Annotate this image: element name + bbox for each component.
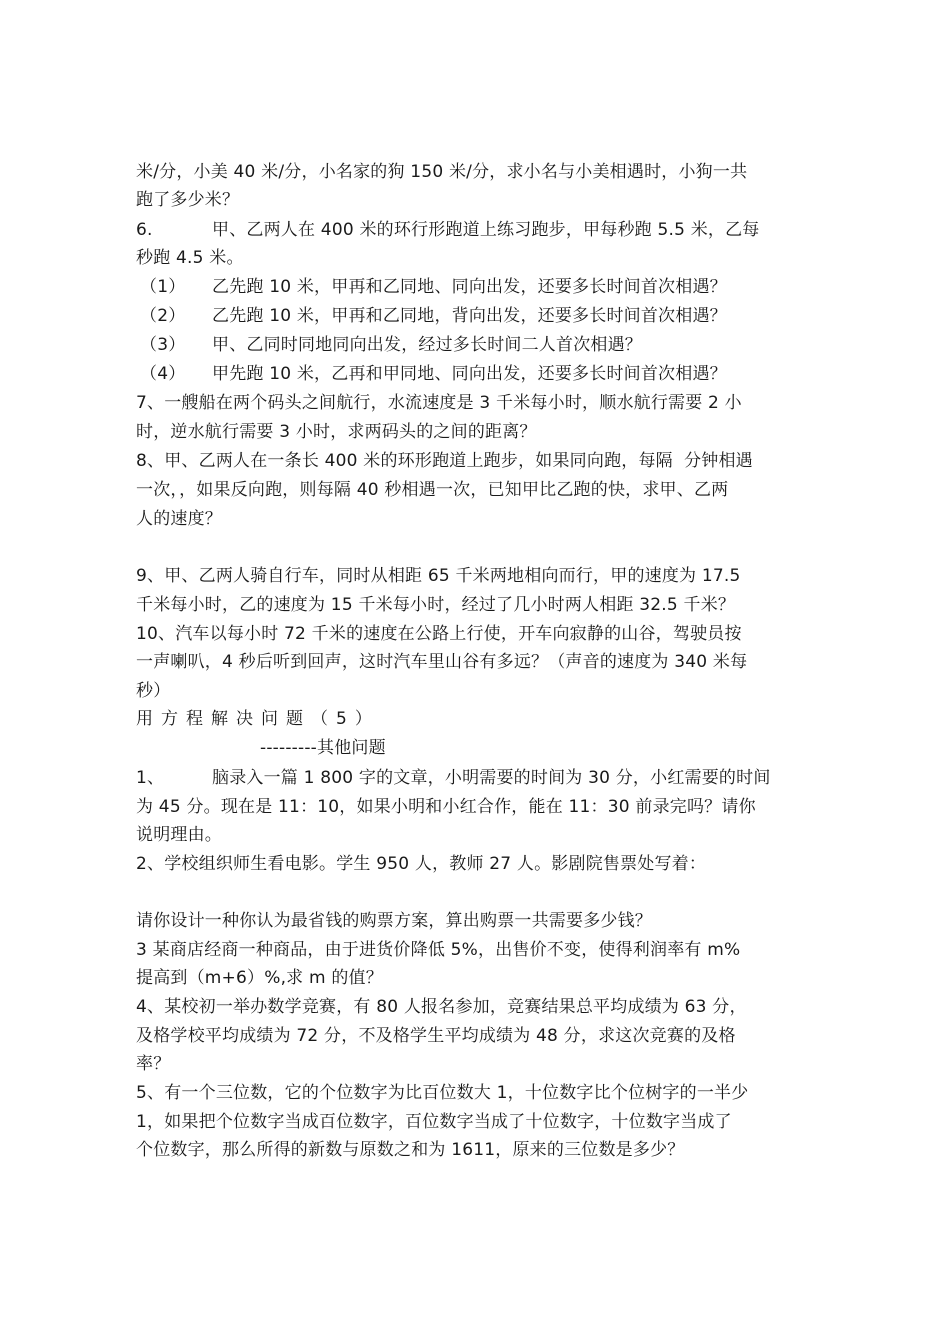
text-line: 3 某商店经商一种商品，由于进货价降低 5%，出售价不变，使得利润率有 m% <box>136 940 741 960</box>
text-line: 时，逆水航行需要 3 小时，求两码头的之间的距离？ <box>136 422 537 442</box>
text-line: 秒） <box>136 681 171 701</box>
sub-number: （1） <box>140 277 186 297</box>
text-line: 提高到（m+6）%,求 m 的值？ <box>136 968 383 988</box>
text-line: 及格学校平均成绩为 72 分，不及格学生平均成绩为 48 分，求这次竞赛的及格 <box>136 1026 736 1046</box>
text-line: 10、汽车以每小时 72 千米的速度在公路上行使，开车向寂静的山谷，驾驶员按 <box>136 624 742 644</box>
text-line: 米/分，小美 40 米/分，小名家的狗 150 米/分，求小名与小美相遇时，小狗一共 <box>136 162 748 182</box>
text-line: 9、甲、乙两人骑自行车，同时从相距 65 千米两地相向而行，甲的速度为 17.5 <box>136 566 741 586</box>
text-line: 秒跑 4.5 米。 <box>136 248 244 268</box>
text-line: 4、某校初一举办数学竞赛，有 80 人报名参加，竞赛结果总平均成绩为 63 分， <box>136 997 747 1017</box>
text-line: 8、甲、乙两人在一条长 400 米的环形跑道上跑步，如果同向跑，每隔 分钟相遇 <box>136 451 753 471</box>
text-line: 个位数字，那么所得的新数与原数之和为 1611，原来的三位数是多少？ <box>136 1140 685 1160</box>
text-line: 说明理由。 <box>136 825 222 845</box>
text-line: 7、一艘船在两个码头之间航行，水流速度是 3 千米每小时，顺水航行需要 2 小 <box>136 393 742 413</box>
sub-text: 甲、乙同时同地同向出发，经过多长时间二人首次相遇？ <box>212 335 642 355</box>
text-line: 一声喇叭，4 秒后听到回声，这时汽车里山谷有多远？（声音的速度为 340 米每 <box>136 652 748 672</box>
question-6 <box>136 218 760 242</box>
text-line: 人的速度？ <box>136 509 222 529</box>
text-line: 请你设计一种你认为最省钱的购票方案，算出购票一共需要多少钱？ <box>136 911 652 931</box>
sub-text: 甲先跑 10 米，乙再和甲同地、同向出发，还要多长时间首次相遇？ <box>212 364 727 384</box>
sub-number: （3） <box>140 335 186 355</box>
question-text: 甲、乙两人在 400 米的环行形跑道上练习跑步，甲每秒跑 5.5 米，乙每 <box>212 220 760 240</box>
text-line: 为 45 分。现在是 11：10，如果小明和小红合作，能在 11：30 前录完吗？请你 <box>136 797 756 817</box>
sub-text: 乙先跑 10 米，甲再和乙同地，背向出发，还要多长时间首次相遇？ <box>212 306 727 326</box>
sub-question <box>140 304 727 328</box>
text-line: 1，如果把个位数字当成百位数字，百位数字当成了十位数字，十位数字当成了 <box>136 1112 732 1132</box>
sub-text: 乙先跑 10 米，甲再和乙同地、同向出发，还要多长时间首次相遇？ <box>212 277 727 297</box>
question-number: 1、 <box>136 768 165 788</box>
sub-number: （2） <box>140 306 186 326</box>
sub-question <box>140 362 727 386</box>
sub-question <box>140 275 727 299</box>
text-line: 一次，，如果反向跑，则每隔 40 秒相遇一次，已知甲比乙跑的快，求甲、乙两 <box>136 480 729 500</box>
text-line: 率？ <box>136 1054 171 1074</box>
text-line: 千米每小时，乙的速度为 15 千米每小时，经过了几小时两人相距 32.5 千米？ <box>136 595 736 615</box>
section-title: 用方程解决问题（5） <box>136 709 380 729</box>
text-line: 5、有一个三位数，它的个位数字为比百位数大 1，十位数字比个位树字的一半少 <box>136 1083 749 1103</box>
text-line: 2、学校组织师生看电影。学生 950 人，教师 27 人。影剧院售票处写着： <box>136 854 707 874</box>
question-number: 6. <box>136 220 153 240</box>
section-subtitle: ---------其他问题 <box>260 738 386 758</box>
text-line: 跑了多少米？ <box>136 190 240 210</box>
question-1 <box>136 766 771 790</box>
question-text: 脑录入一篇 1 800 字的文章，小明需要的时间为 30 分，小红需要的时间 <box>212 768 771 788</box>
sub-number: （4） <box>140 364 186 384</box>
sub-question <box>140 333 642 357</box>
